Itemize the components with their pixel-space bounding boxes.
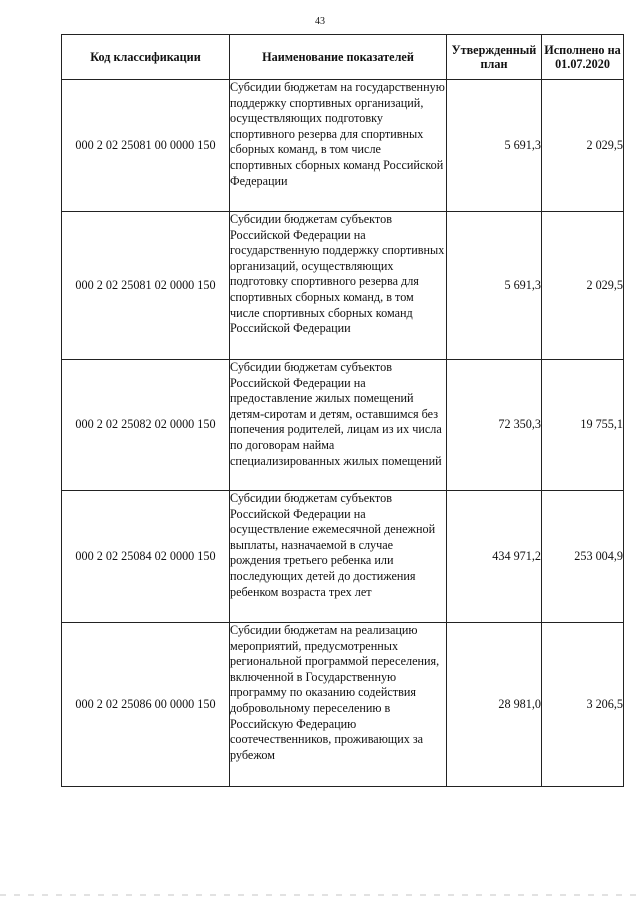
row-code: 000 2 02 25081 02 0000 150 [62,212,230,360]
row-done: 253 004,9 [542,491,624,623]
scan-artifact-line [0,894,640,896]
table-row [62,623,624,787]
row-done: 2 029,5 [542,80,624,212]
row-plan: 28 981,0 [447,623,542,787]
header-name: Наименование показателей [230,35,447,80]
budget-table [61,34,624,787]
header-done: Исполнено на 01.07.2020 [542,35,624,80]
table-row [62,360,624,491]
row-name: Субсидии бюджетам на государственную поддержку спортивных организаций, осуществляющих подготовку спортивного резерва для спортивных сборных команд, в том числе спортивных сборных команд Российской Федерации [230,80,447,212]
table-header-row [62,35,624,80]
row-done: 3 206,5 [542,623,624,787]
row-done: 19 755,1 [542,360,624,491]
table-row [62,212,624,360]
row-code: 000 2 02 25084 02 0000 150 [62,491,230,623]
row-code: 000 2 02 25086 00 0000 150 [62,623,230,787]
row-plan: 72 350,3 [447,360,542,491]
row-plan: 5 691,3 [447,80,542,212]
row-name: Субсидии бюджетам субъектов Российской Федерации на предоставление жилых помещений детям-сиротам и детям, оставшимся без попечения родителей, лицам из их числа по договорам найма специализированных жилых помещений [230,360,447,491]
row-name: Субсидии бюджетам субъектов Российской Федерации на государственную поддержку спортивных организаций, осуществляющих подготовку спортивного резерва для спортивных сборных команд, в том числе спортивных сборных команд Российской Федерации [230,212,447,360]
table-row [62,80,624,212]
row-done: 2 029,5 [542,212,624,360]
row-plan: 5 691,3 [447,212,542,360]
row-name: Субсидии бюджетам субъектов Российской Федерации на осуществление ежемесячной денежной выплаты, назначаемой в случае рождения третьего ребенка или последующих детей до достижения ребенком возраста трех лет [230,491,447,623]
page-number: 43 [315,16,325,27]
header-plan: Утвержденный план [447,35,542,80]
row-name: Субсидии бюджетам на реализацию мероприятий, предусмотренных региональной программой переселения, включенной в Государственную программу по оказанию содействия добровольному переселению в Российскую Федерацию соотечественников, проживающих за рубежом [230,623,447,787]
row-code: 000 2 02 25082 02 0000 150 [62,360,230,491]
header-code: Код классификации [62,35,230,80]
row-plan: 434 971,2 [447,491,542,623]
row-code: 000 2 02 25081 00 0000 150 [62,80,230,212]
table-row [62,491,624,623]
